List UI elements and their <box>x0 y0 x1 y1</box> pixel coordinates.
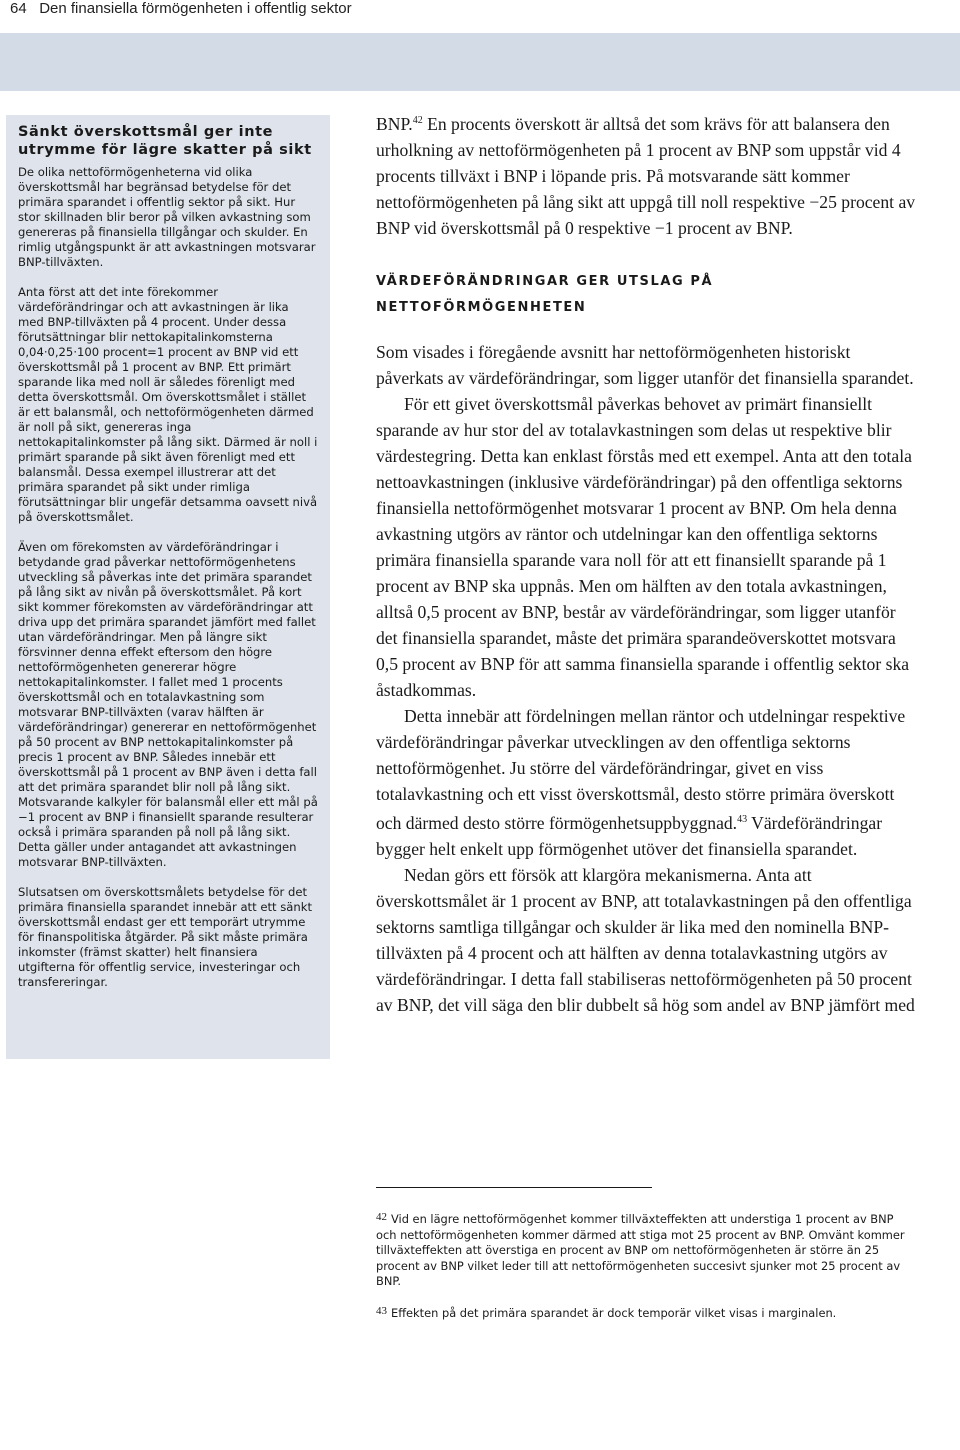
body-paragraph: Nedan görs ett försök att klargöra mekanismerna. Anta att överskottsmålet är 1 procent av BNP, att totalavkastningen på den offentliga sektorns samtliga tillgångar och skulder är lika med den nominella BNP-tillväxten på 4 procent och att hälften av denna totalavkastning utgörs av värdeförändringar. I detta fall stabiliseras nettoförmögenheten på 50 procent av BNP, det vill säga den blir dubbelt så hög som andel av BNP jämfört med <box>376 865 915 1015</box>
margin-box-paragraph: De olika nettoförmögenheterna vid olika överskottsmål har begränsad betydelse för det primära sparandet i offentlig sektor på sikt. Hur stor skillnaden blir beror på vilken avkastning som genereras på finansiella tillgångar och skulder. En rimlig utgångspunkt är att avkastningen motsvarar BNP-tillväxten. <box>18 165 316 269</box>
footnote-text: Vid en lägre nettoförmögenhet kommer tillväxteffekten att understiga 1 procent av BNP och nettoförmögenheten kommer därmed att stiga mot 25 procent av BNP. Omvänt kommer tillväxteffekten att överstiga en procent av BNP om nettoförmögenheten är större än 25 procent av BNP vilket leder till att nettoförmögenheten succesivt sjunker mot 25 procent av BNP. <box>376 1212 905 1288</box>
body-paragraph: För ett givet överskottsmål påverkas behovet av primärt finansiellt sparande av hur stor del av totalavkastningen som delas ut respektive blir värdestegring. Detta kan enklast förstås med ett exempel. Anta att den totala nettoavkastningen (inklusive värdeförändringar) på den offentliga sektorns finansiella nettoförmögenhet motsvarar 1 procent av BNP. Om hela denna avkastning utgörs av räntor och utdelningar kan den offentliga sektorns primära finansiella sparande vara noll för att ett finansiellt sparande på 1 procent av BNP ska uppnås. Men om hälften av den totala avkastningen, alltså 0,5 procent av BNP, består av värdeförändringar, som ligger utanför det finansiella sparandet, måste det primära sparandeöverskottet motsvara 0,5 procent av BNP för att samma finansiella sparande i offentlig sektor ska åstadkommas. <box>376 394 912 700</box>
margin-box-title: Sänkt överskottsmål ger inte utrymme för lägre skatter på sikt <box>18 124 312 158</box>
footnote-ref: 42 <box>412 115 423 126</box>
footnote-divider <box>376 1187 652 1188</box>
page-number: 64 <box>10 0 27 17</box>
intro-text: En procents överskott är alltså det som krävs för att balansera den urholkning av nettoförmögenheten på 1 procent av BNP som uppstår vid 4 procents tillväxt i BNP i löpande pris. På motsvarande sätt kommer nettoförmögenheten på lång sikt att uppgå till noll respektive −25 procent av BNP vid överskottsmål på 0 respektive −1 procent av BNP. <box>376 114 916 238</box>
running-title: Den finansiella förmögenheten i offentlig sektor <box>39 0 352 17</box>
margin-box-paragraph: Även om förekomsten av värdeförändringar i betydande grad påverkar nettoförmögenhetens utveckling så påverkas inte det primära sparandet på lång sikt av nivån på överskottsmålet. På kort sikt kommer förekomsten av värdeförändringar att driva upp det primära sparandet jämfört med fallet utan värdeförändringar. Men på längre sikt försvinner denna effekt eftersom den högre nettoförmögenheten genererar högre nettokapitalinkomster. I fallet med 1 procents överskottsmål och en totalavkastning som motsvarar BNP-tillväxten (varav hälften är värdeförändringar) genererar en nettoförmögenhet på 50 procent av BNP nettokapitalinkomster på precis 1 procent av BNP. Således innebär ett överskottsmål på 1 procent av BNP även i detta fall att det primära sparandet blir noll på lång sikt. Motsvarande kalkyler för balansmål eller ett mål på −1 procent av BNP i finansiellt sparande resulterar också i primära sparanden på noll på lång sikt. Detta gäller under antagandet att avkastningen motsvarar BNP-tillväxten. <box>18 540 318 869</box>
margin-box-paragraph: Anta först att det inte förekommer värdeförändringar och att avkastningen är lika med BNP-tillväxten på 4 procent. Under dessa förutsättningar blir nettokapitalinkomsterna 0,04·0,25·100 procent=1 procent av BNP vid ett överskottsmål på 1 procent av BNP. Ett primärt sparande lika med noll är således förenligt med detta överskottsmål. Om överskottsmålet i stället är ett balansmål, och nettoförmögenheten därmed är noll på sikt, genereras inga nettokapitalinkomster på lång sikt. Därmed är noll i primärt sparande på sikt även förenligt med ett balansmål. Dessa exempel illustrerar att det primära sparandet på sikt under rimliga förutsättningar blir ungefär detsamma oavsett nivå på överskottsmålet. <box>18 285 318 524</box>
page-header <box>0 0 960 90</box>
footnote-number: 43 <box>376 1304 387 1317</box>
header-band <box>0 33 960 91</box>
paragraph-text: Värdeförändringar bygger helt enkelt upp förmögenhet utöver det finansiella sparandet. <box>376 813 883 859</box>
footnote <box>376 1210 916 1290</box>
paragraph-text: Detta innebär att fördelningen mellan räntor och utdelningar respektive värdeförändringar påverkar utvecklingen av den offentliga sektorns nettoförmögenhet. Ju större del värdeförändringar, givet en viss totalavkastning och ett visst överskottsmål, desto större primära överskott och därmed desto större förmögenhetsuppbyggnad. <box>376 706 906 833</box>
main-text <box>376 108 916 1018</box>
footnote-number: 42 <box>376 1211 387 1223</box>
footnote <box>376 1304 916 1322</box>
footnote-text: Effekten på det primära sparandet är dock temporär vilket visas i marginalen. <box>391 1305 837 1320</box>
margin-box <box>6 115 330 1059</box>
running-header <box>10 0 352 17</box>
intro-paragraph <box>376 108 916 241</box>
footnote-ref: 43 <box>737 814 748 825</box>
intro-lead: BNP. <box>376 114 413 134</box>
footnotes <box>376 1210 916 1335</box>
margin-box-paragraph: Slutsatsen om överskottsmålets betydelse för det primära finansiella sparandet innebär att ett sänkt överskottsmål endast ger ett temporärt utrymme för finanspolitiska åtgärder. På sikt måste primära inkomster (främst skatter) helt finansiera utgifterna för offentlig service, investeringar och transfereringar. <box>18 885 312 989</box>
section-heading: VÄRDEFÖRÄNDRINGAR GER UTSLAG PÅ NETTOFÖRMÖGENHETEN <box>376 274 714 315</box>
body-paragraph <box>376 703 916 862</box>
body-paragraph: Som visades i föregående avsnitt har nettoförmögenheten historiskt påverkats av värdeförändringar, som ligger utanför det finansiella sparandet. <box>376 342 914 388</box>
